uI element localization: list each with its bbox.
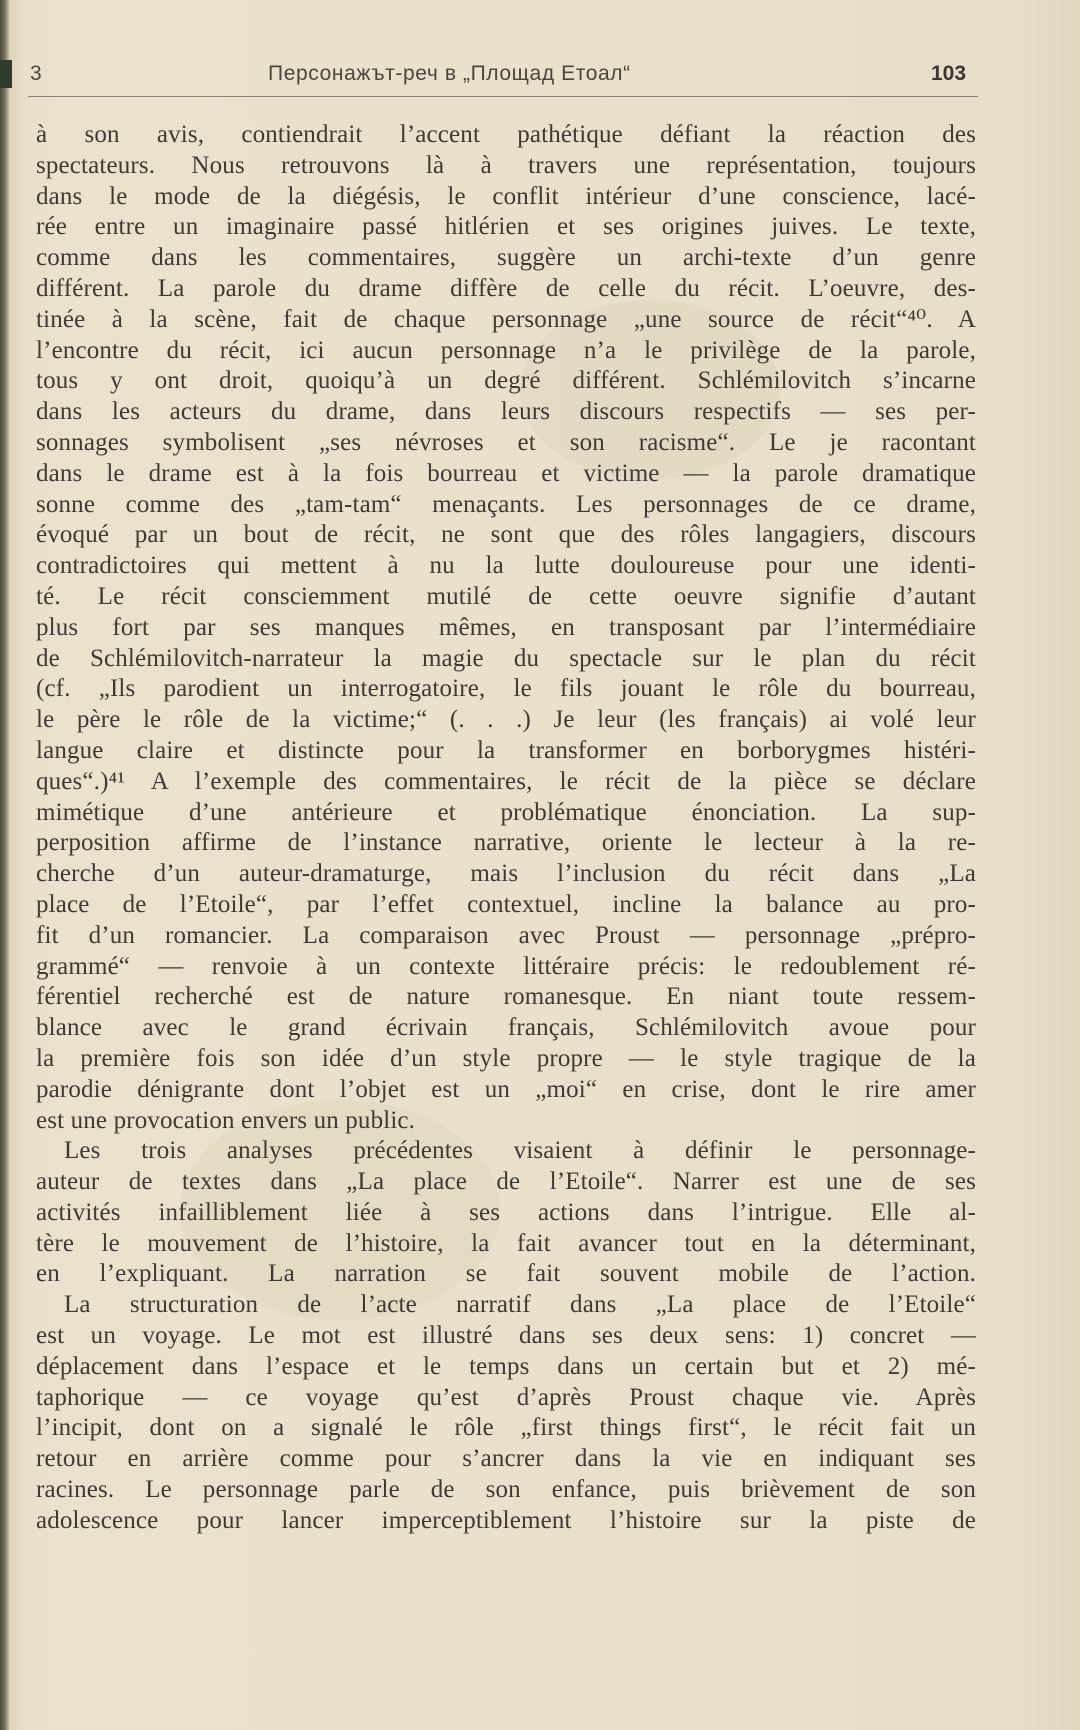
text-line: contradictoires qui mettent à nu la lutte douloureuse pour une identi- xyxy=(36,552,976,580)
text-line: parodie dénigrante dont l’objet est un „moi“ en crise, dont le rire amer xyxy=(36,1075,976,1103)
text-line: déplacement dans l’espace et le temps dans un certain but et 2) mé- xyxy=(36,1352,976,1380)
text-line: ques“.)⁴¹ A l’exemple des commentaires, le récit de la pièce se déclare xyxy=(36,767,976,795)
text-line: dans les acteurs du drame, dans leurs discours respectifs — ses per- xyxy=(36,398,976,426)
page-number: 103 xyxy=(931,62,967,85)
text-line: cherche d’un auteur-dramaturge, mais l’inclusion du récit dans „La xyxy=(36,860,976,888)
text-line: taphorique — ce voyage qu’est d’après Proust chaque vie. Après xyxy=(36,1383,976,1411)
text-line: (cf. „Ils parodient un interrogatoire, le fils jouant le rôle du bourreau, xyxy=(36,675,976,703)
text-line: sonne comme des „tam-tam“ menaçants. Les personnages de ce drame, xyxy=(36,490,976,518)
text-line: mimétique d’une antérieure et problématique énonciation. La sup- xyxy=(36,798,976,826)
text-line: activités infailliblement liée à ses actions dans l’intrigue. Elle al- xyxy=(36,1198,976,1226)
text-line: retour en arrière comme pour s’ancrer dans la vie en indiquant ses xyxy=(36,1445,976,1473)
text-line: fit d’un romancier. La comparaison avec Proust — personnage „prépro- xyxy=(36,921,976,949)
text-line: dans le drame est à la fois bourreau et victime — la parole dramatique xyxy=(36,459,976,487)
text-line: perposition affirme de l’instance narrative, oriente le lecteur à la re- xyxy=(36,829,976,857)
binding-edge xyxy=(0,0,10,1730)
binding-speck xyxy=(0,60,12,88)
folio-left: 3 xyxy=(30,62,42,85)
text-line: racines. Le personnage parle de son enfance, puis brièvement de son xyxy=(36,1476,976,1504)
text-line: tinée à la scène, fait de chaque personnage „une source de récit“⁴⁰. A xyxy=(36,305,976,333)
text-line: La structuration de l’acte narratif dans „La place de l’Etoile“ xyxy=(64,1291,976,1319)
text-line: sonnages symbolisent „ses névroses et son racisme“. Le je racontant xyxy=(36,428,976,456)
text-line: blance avec le grand écrivain français, Schlémilovitch avoue pour xyxy=(36,1014,976,1042)
running-title: Персонажът-реч в „Площад Етоал“ xyxy=(268,62,631,85)
text-line: Les trois analyses précédentes visaient à définir le personnage- xyxy=(64,1137,976,1165)
text-line: dans le mode de la diégésis, le conflit intérieur d’une conscience, lacé- xyxy=(36,182,976,210)
text-line: l’encontre du récit, ici aucun personnage n’a le privilège de la parole, xyxy=(36,336,976,364)
text-line: la première fois son idée d’un style propre — le style tragique de la xyxy=(36,1044,976,1072)
running-head xyxy=(28,58,978,92)
text-line: té. Le récit consciemment mutilé de cette oeuvre signifie d’autant xyxy=(36,582,976,610)
header-rule xyxy=(28,96,978,97)
text-line: de Schlémilovitch-narrateur la magie du spectacle sur le plan du récit xyxy=(36,644,976,672)
text-line: est un voyage. Le mot est illustré dans ses deux sens: 1) concret — xyxy=(36,1322,976,1350)
body-text xyxy=(36,120,976,1537)
text-line: évoqué par un bout de récit, ne sont que des rôles langagiers, discours xyxy=(36,521,976,549)
text-line: tère le mouvement de l’histoire, la fait avancer tout en la déterminant, xyxy=(36,1229,976,1257)
text-line: auteur de textes dans „La place de l’Etoile“. Narrer est une de ses xyxy=(36,1168,976,1196)
text-line: rée entre un imaginaire passé hitlérien et ses origines juives. Le texte, xyxy=(36,213,976,241)
text-line: adolescence pour lancer imperceptiblement l’histoire sur la piste de xyxy=(36,1506,976,1534)
text-line: langue claire et distincte pour la transformer en borborygmes histéri- xyxy=(36,736,976,764)
text-line: différent. La parole du drame diffère de celle du récit. L’oeuvre, des- xyxy=(36,274,976,302)
text-line: grammé“ — renvoie à un contexte littéraire précis: le redoublement ré- xyxy=(36,952,976,980)
text-line: place de l’Etoile“, par l’effet contextuel, incline la balance au pro- xyxy=(36,890,976,918)
text-line: plus fort par ses manques mêmes, en transposant par l’intermédiaire xyxy=(36,613,976,641)
text-line: férentiel recherché est de nature romanesque. En niant toute ressem- xyxy=(36,983,976,1011)
text-line: en l’expliquant. La narration se fait souvent mobile de l’action. xyxy=(36,1260,976,1288)
text-line: spectateurs. Nous retrouvons là à travers une représentation, toujours xyxy=(36,151,976,179)
text-line: comme dans les commentaires, suggère un archi-texte d’un genre xyxy=(36,244,976,272)
text-line: tous y ont droit, quoiqu’à un degré différent. Schlémilovitch s’incarne xyxy=(36,367,976,395)
text-line: est une provocation envers un public. xyxy=(36,1106,416,1134)
text-line: le père le rôle de la victime;“ (. . .) Je leur (les français) ai volé leur xyxy=(36,706,976,734)
text-line: à son avis, contiendrait l’accent pathétique défiant la réaction des xyxy=(36,121,976,148)
text-line: l’incipit, dont on a signalé le rôle „first things first“, le récit fait un xyxy=(36,1414,976,1442)
